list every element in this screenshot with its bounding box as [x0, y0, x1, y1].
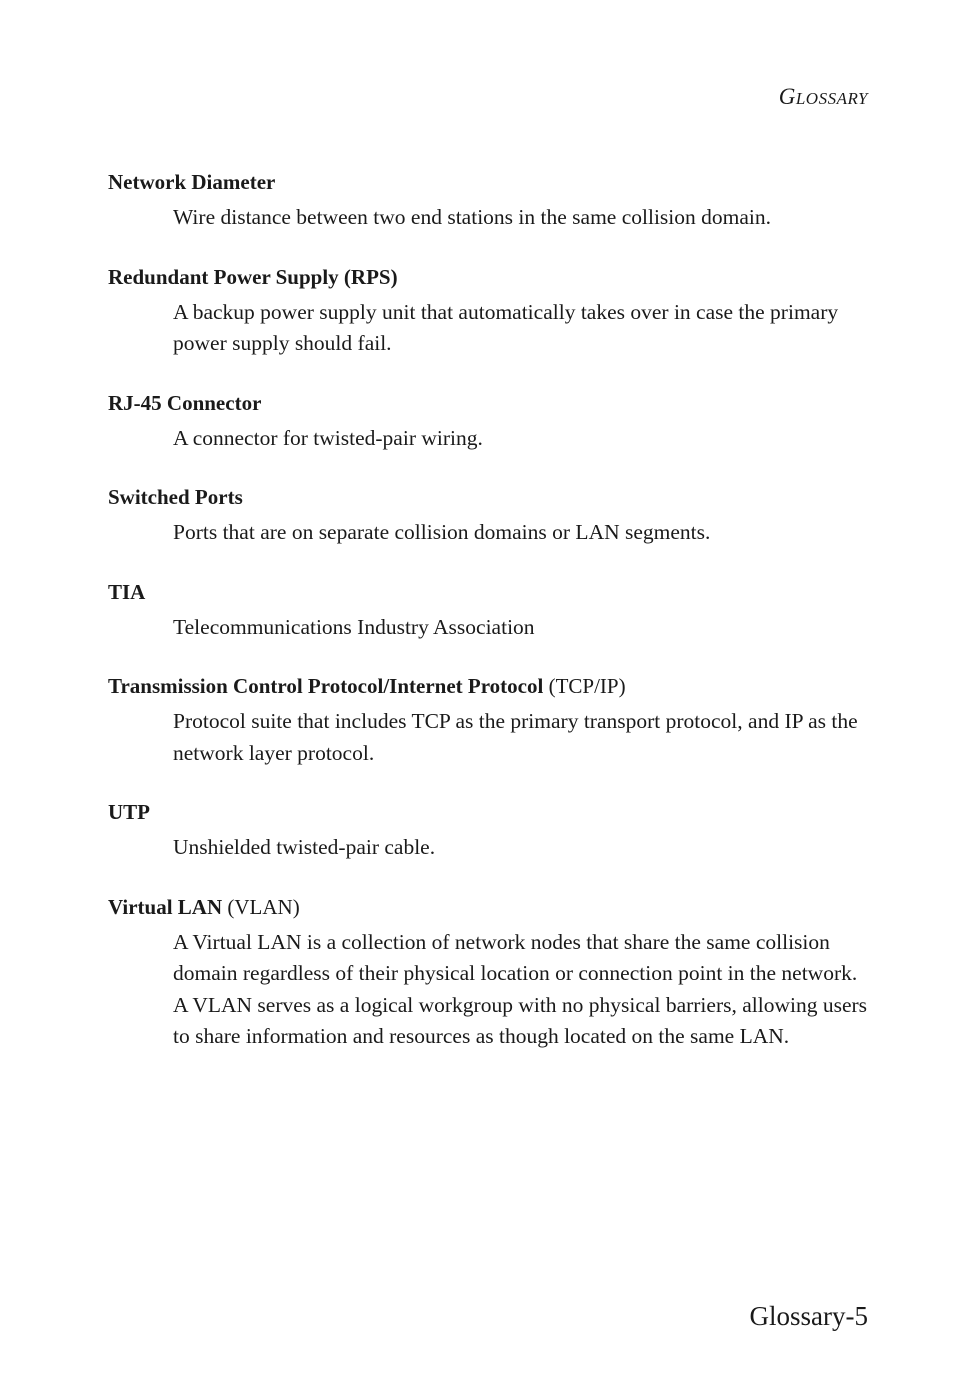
- glossary-term: [108, 670, 878, 702]
- glossary-entry: [108, 796, 878, 864]
- glossary-term: [108, 891, 878, 923]
- glossary-entry: [108, 576, 878, 644]
- glossary-definition: Unshielded twisted-pair cable.: [173, 835, 436, 859]
- term-text: Redundant Power Supply (RPS): [108, 264, 398, 289]
- glossary-definition: Ports that are on separate collision domains or LAN segments.: [173, 520, 711, 544]
- glossary-definition: A backup power supply unit that automatically takes over in case the primary power supply should fail.: [173, 299, 839, 355]
- term-text: Network Diameter: [108, 170, 276, 194]
- running-header: [779, 84, 868, 110]
- term-text: TIA: [108, 579, 146, 604]
- glossary-term: [108, 166, 878, 198]
- term-abbreviation: (TCP/IP): [548, 674, 626, 698]
- running-header-rest: LOSSARY: [795, 89, 868, 108]
- glossary-definition: Wire distance between two end stations in the same collision domain.: [173, 205, 772, 229]
- glossary-term: [108, 796, 878, 828]
- glossary-definition: Protocol suite that includes TCP as the primary transport protocol, and IP as the network layer protocol.: [173, 709, 858, 765]
- term-text: Transmission Control Protocol/Internet Protocol: [108, 674, 544, 698]
- running-header-initial: G: [778, 84, 796, 109]
- glossary-definition: Telecommunications Industry Association: [173, 614, 535, 639]
- term-text: UTP: [108, 800, 150, 824]
- term-text: Virtual LAN: [108, 894, 223, 919]
- page-number: Glossary-5: [749, 1301, 868, 1331]
- glossary-term: [108, 387, 878, 419]
- term-abbreviation: (VLAN): [227, 894, 300, 919]
- glossary-definition: A connector for twisted-pair wiring.: [173, 425, 483, 450]
- glossary-entry: [108, 670, 878, 769]
- term-text: RJ-45 Connector: [108, 390, 262, 415]
- glossary-entry: [108, 166, 878, 234]
- glossary-entry: [108, 481, 878, 549]
- glossary-term: [108, 576, 878, 608]
- glossary-entry: [108, 261, 878, 360]
- glossary-definition: A Virtual LAN is a collection of network nodes that share the same collision domain regardless of their physical location or connection point in the network. A VLAN serves as a logical workgroup with no physical barriers, allowing users to share information and resources as though located on the same LAN.: [173, 929, 868, 1048]
- glossary-entry: [108, 891, 878, 1053]
- glossary-term: [108, 261, 878, 293]
- glossary-entries: [108, 166, 878, 1080]
- term-text: Switched Ports: [108, 485, 243, 509]
- glossary-entry: [108, 387, 878, 455]
- glossary-term: [108, 481, 878, 513]
